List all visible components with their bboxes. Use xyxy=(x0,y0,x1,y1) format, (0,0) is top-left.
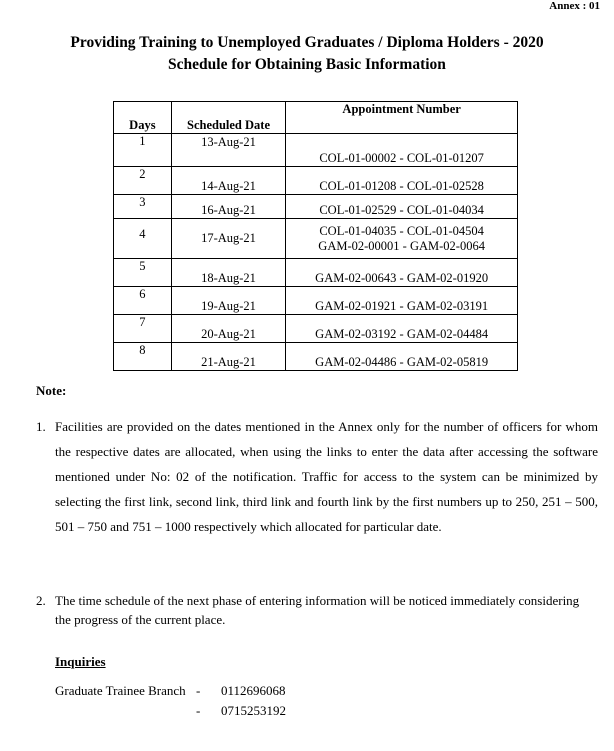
column-header-scheduled-date: Scheduled Date xyxy=(171,102,286,134)
date-cell: 21-Aug-21 xyxy=(171,343,286,371)
appointment-range: GAM-02-04486 - GAM-02-05819 xyxy=(315,355,489,369)
day-cell: 6 xyxy=(114,287,172,315)
appointment-cell xyxy=(286,259,518,287)
appointment-cell xyxy=(286,167,518,195)
appointment-cell xyxy=(286,195,518,219)
day-cell: 2 xyxy=(114,167,172,195)
note-heading: Note: xyxy=(36,383,67,398)
appointment-range: COL-01-01208 - COL-01-02528 xyxy=(319,179,484,193)
table-row xyxy=(114,315,518,343)
date-cell: 18-Aug-21 xyxy=(171,259,286,287)
column-header-days: Days xyxy=(114,102,172,134)
phone-number: 0112696068 xyxy=(221,683,286,698)
appointment-cell xyxy=(286,287,518,315)
phone-number: 0715253192 xyxy=(221,703,286,718)
document-subtitle: Schedule for Obtaining Basic Information xyxy=(168,56,446,73)
table-row xyxy=(114,343,518,371)
table-header-row xyxy=(114,102,518,134)
appointment-cell xyxy=(286,219,518,259)
day-cell: 7 xyxy=(114,315,172,343)
note-text: Facilities are provided on the dates mentioned in the Annex only for the number of officers for whom the respective dates are allocated, when using the links to enter the data after accessing the software mentioned under No: 02 of the notification. Traffic for access to the system can be minimized by selecting the first link, second link, third link and fourth link by the first numbers up to 250, 251 – 500, 501 – 750 and 751 – 1000 respectively which allocated for particular date. xyxy=(55,419,598,534)
day-cell: 4 xyxy=(114,219,172,259)
appointment-range: GAM-02-00643 - GAM-02-01920 xyxy=(315,271,489,285)
day-cell: 5 xyxy=(114,259,172,287)
document-title: Providing Training to Unemployed Graduates / Diploma Holders - 2020 xyxy=(70,34,544,51)
table-row xyxy=(114,134,518,167)
appointment-range: GAM-02-01921 - GAM-02-03191 xyxy=(315,299,489,313)
contact-line xyxy=(55,683,286,699)
date-cell: 14-Aug-21 xyxy=(171,167,286,195)
table-row xyxy=(114,219,518,259)
appointment-range: GAM-02-03192 - GAM-02-04484 xyxy=(315,327,489,341)
date-cell: 16-Aug-21 xyxy=(171,195,286,219)
table-row xyxy=(114,167,518,195)
appointment-range: COL-01-02529 - COL-01-04034 xyxy=(319,203,484,217)
annex-label: Annex : 01 xyxy=(549,0,600,12)
table-row xyxy=(114,287,518,315)
contact-line xyxy=(55,703,286,719)
day-cell: 1 xyxy=(114,134,172,167)
schedule-table xyxy=(113,101,518,371)
appointment-range: COL-01-04035 - COL-01-04504 xyxy=(319,223,484,238)
separator-dash: - xyxy=(196,683,201,698)
note-item xyxy=(36,414,598,539)
appointment-cell xyxy=(286,134,518,167)
note-number: 2. xyxy=(36,593,46,608)
date-cell: 17-Aug-21 xyxy=(171,219,286,259)
date-cell: 13-Aug-21 xyxy=(171,134,286,167)
note-item xyxy=(36,591,598,629)
appointment-range: COL-01-00002 - COL-01-01207 xyxy=(319,151,484,165)
appointment-cell xyxy=(286,315,518,343)
column-header-appointment-number: Appointment Number xyxy=(286,102,518,134)
inquiries-heading: Inquiries xyxy=(55,654,106,669)
appointment-range: GAM-02-00001 - GAM-02-0064 xyxy=(318,238,485,253)
date-cell: 20-Aug-21 xyxy=(171,315,286,343)
branch-name: Graduate Trainee Branch xyxy=(55,683,186,698)
note-text: The time schedule of the next phase of entering information will be noticed immediately considering the progress of the current place. xyxy=(55,593,580,627)
day-cell: 8 xyxy=(114,343,172,371)
table-row xyxy=(114,195,518,219)
note-number: 1. xyxy=(36,419,46,434)
appointment-cell xyxy=(286,343,518,371)
table-row xyxy=(114,259,518,287)
day-cell: 3 xyxy=(114,195,172,219)
date-cell: 19-Aug-21 xyxy=(171,287,286,315)
separator-dash: - xyxy=(196,703,201,718)
